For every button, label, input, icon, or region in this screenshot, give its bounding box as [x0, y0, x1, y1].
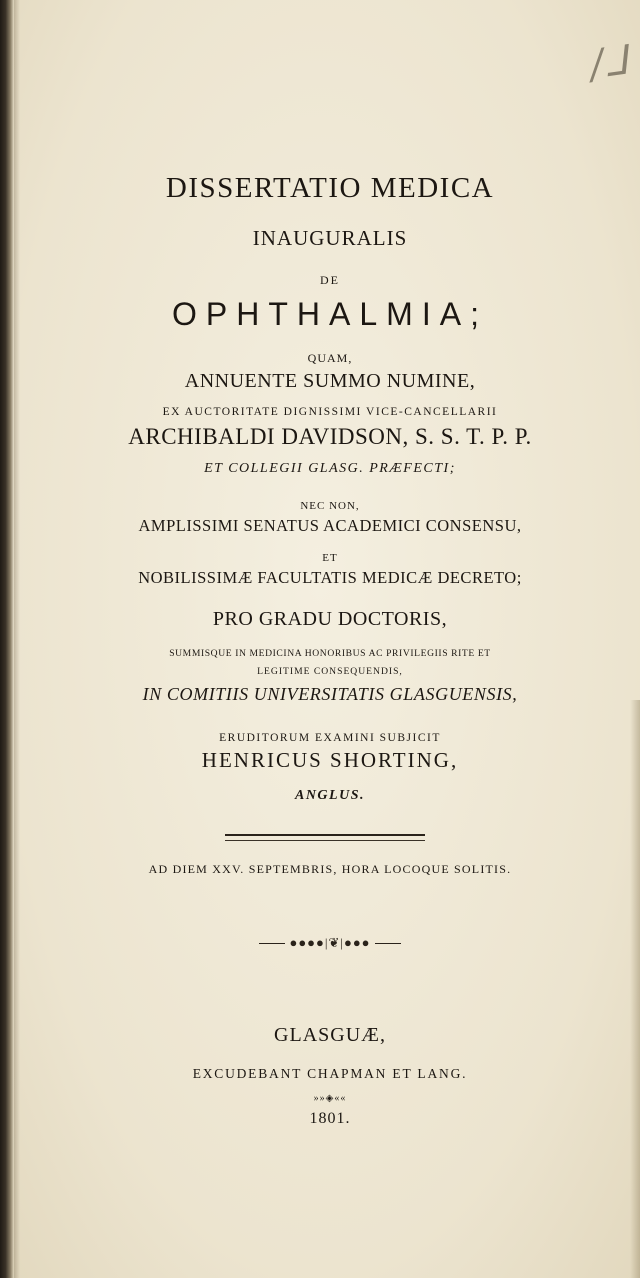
dissertation-title: DISSERTATIO MEDICA	[165, 172, 495, 204]
auctoritate-line: EX AUCTORITATE DIGNISSIMI VICE-CANCELLARII	[162, 406, 498, 418]
date-line: AD DIEM XXV. SEPTEMBRIS, HORA LOCOQUE SOLITIS.	[148, 862, 512, 876]
imprint-printers: EXCUDEBANT CHAPMAN ET LANG.	[192, 1066, 468, 1081]
comitiis-line: IN COMITIIS UNIVERSITATIS GLASGUENSIS,	[142, 684, 518, 704]
senatus-line: AMPLISSIMI SENATUS ACADEMICI CONSENSU,	[138, 516, 522, 535]
eruditorum-line: ERUDITORUM EXAMINI SUBJICIT	[219, 732, 441, 744]
double-rule-top	[225, 834, 425, 836]
collegii-line: ET COLLEGII GLASG. PRÆFECTI;	[204, 461, 456, 476]
honoribus-line-1: SUMMISQUE IN MEDICINA HONORIBUS AC PRIVILEGIIS RITE ET	[169, 648, 491, 659]
vice-chancellor-name: ARCHIBALDI DAVIDSON, S. S. T. P. P.	[128, 424, 532, 449]
book-spine-shadow	[0, 0, 14, 1278]
ornament-beads: ●●●●|❦|●●●	[289, 935, 371, 951]
small-ornament: »»◈««	[313, 1093, 347, 1104]
ornament-dash-left	[259, 943, 285, 944]
annuente-line: ANNUENTE SUMMO NUMINE,	[184, 370, 476, 392]
author-nation: ANGLUS.	[294, 788, 365, 803]
et-label: ET	[322, 552, 338, 564]
ornament-dash-right	[375, 943, 401, 944]
dissertation-subtitle: INAUGURALIS	[252, 226, 408, 250]
imprint-year: 1801.	[309, 1110, 351, 1127]
printers-ornament	[20, 935, 640, 951]
nec-non-label: NEC NON,	[300, 500, 360, 512]
de-label: DE	[320, 273, 340, 287]
quam-label: QUAM,	[307, 351, 353, 365]
author-name: HENRICUS SHORTING,	[201, 748, 459, 772]
honoribus-line-2: LEGITIME CONSEQUENDIS,	[257, 666, 403, 677]
facultatis-line: NOBILISSIMÆ FACULTATIS MEDICÆ DECRETO;	[138, 568, 522, 587]
page-edge-stain	[630, 700, 640, 1278]
gradu-line: PRO GRADU DOCTORIS,	[212, 608, 448, 630]
dissertation-subject: OPHTHALMIA;	[172, 296, 488, 332]
double-rule-bottom	[225, 840, 425, 841]
imprint-place: GLASGUÆ,	[274, 1024, 386, 1046]
handwritten-mark: /ᒧ	[586, 37, 631, 89]
